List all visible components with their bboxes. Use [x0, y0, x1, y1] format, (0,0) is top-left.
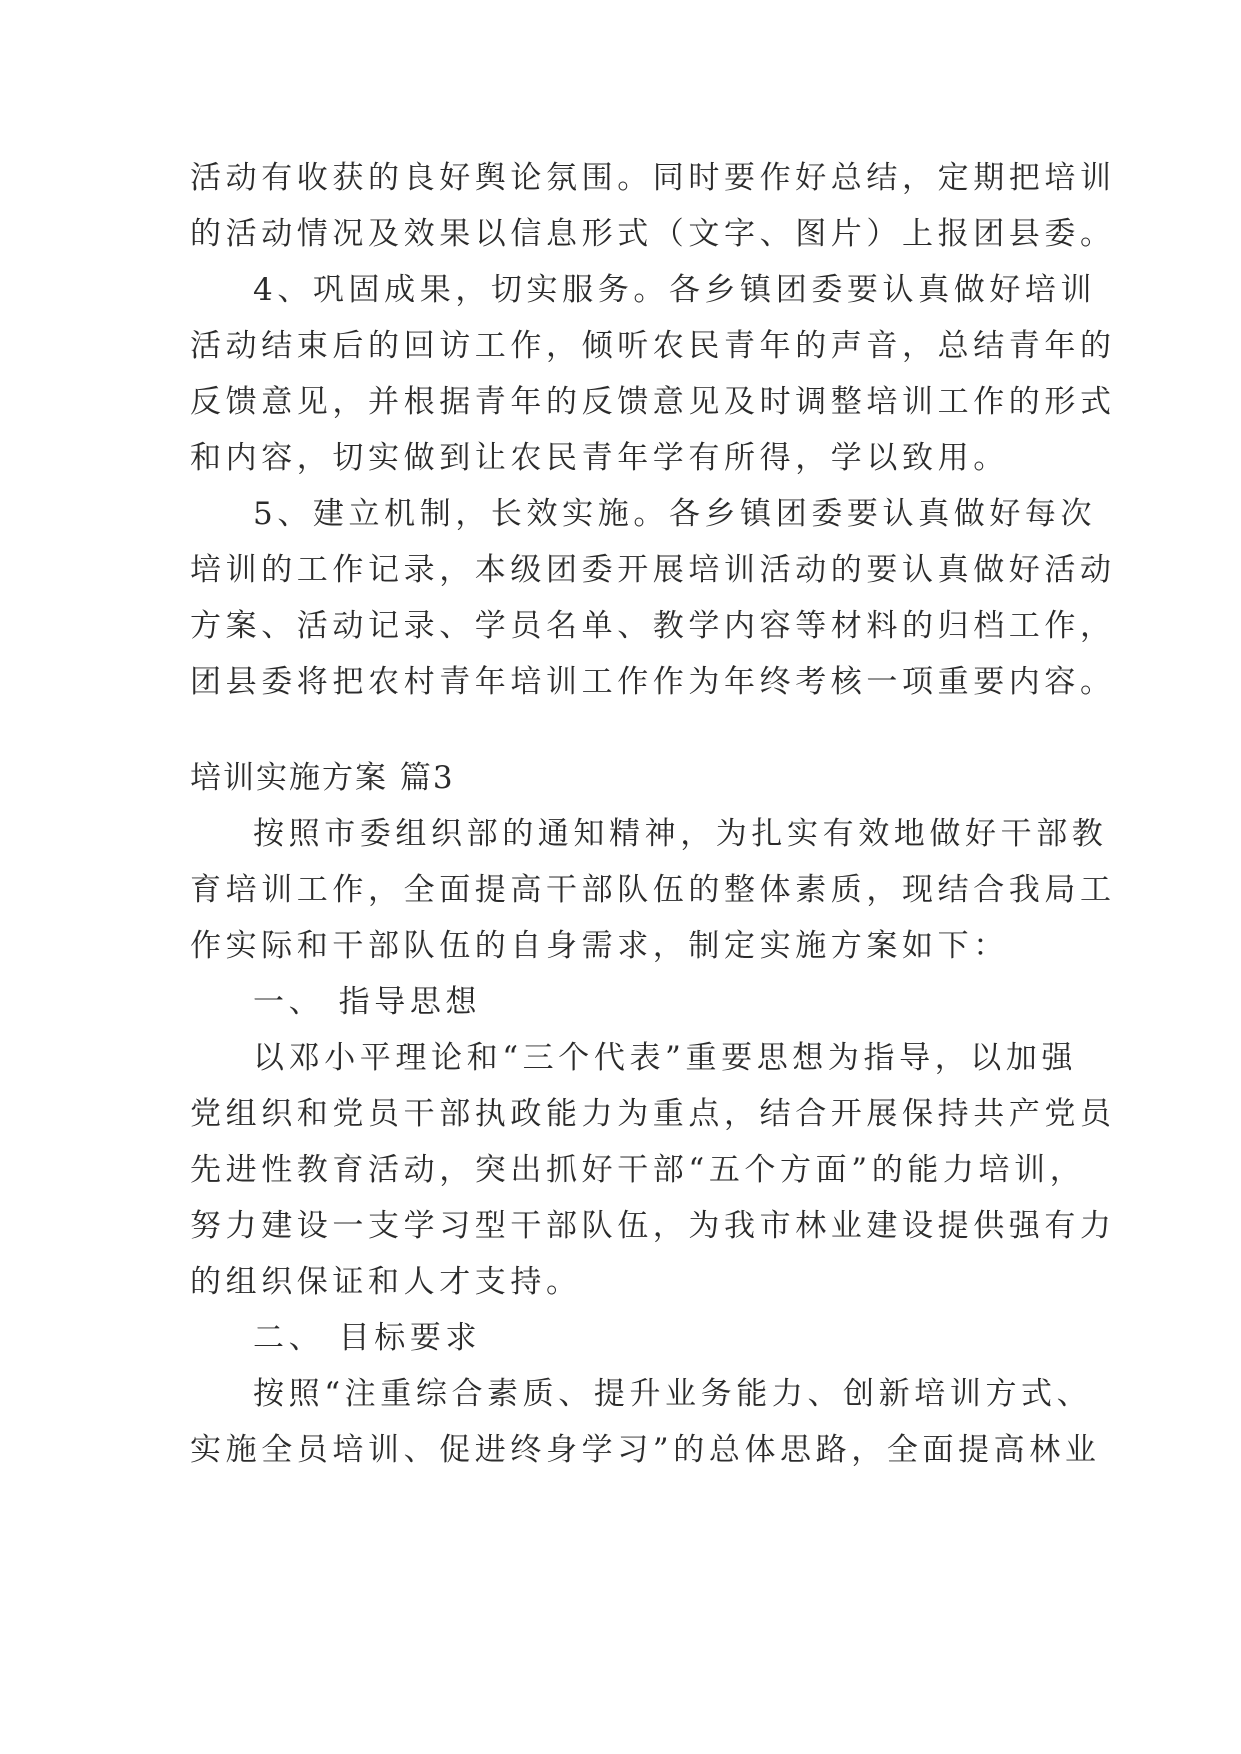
text-line: 反馈意见，并根据青年的反馈意见及时调整培训工作的形式: [190, 384, 1116, 420]
text-line: 团县委将把农村青年培训工作作为年终考核一项重要内容。: [190, 664, 1116, 700]
text-line: 实施全员培训、促进终身学习”的总体思路，全面提高林业: [190, 1432, 1101, 1468]
text-line: 方案、活动记录、学员名单、教学内容等材料的归档工作，: [190, 608, 1116, 644]
document-page: [190, 150, 1116, 1478]
para1-first-line: 以邓小平理论和“三个代表”重要思想为指导，以加强: [253, 1040, 1078, 1076]
text-line: 作实际和干部队伍的自身需求，制定实施方案如下：: [190, 928, 1009, 964]
section-heading-2: 二、 目标要求: [253, 1320, 482, 1356]
para2-first-line: 按照“注重综合素质、提升业务能力、创新培训方式、: [253, 1376, 1093, 1412]
text-line: 的活动情况及效果以信息形式（文字、图片）上报团县委。: [190, 216, 1116, 252]
text-line: 和内容，切实做到让农民青年学有所得，学以致用。: [190, 440, 1009, 476]
text-line: 党组织和党员干部执政能力为重点，结合开展保持共产党员: [190, 1096, 1116, 1132]
article-title: 培训实施方案 篇3: [190, 760, 455, 796]
section-heading-1: 一、 指导思想: [253, 984, 482, 1020]
item-5-first-line: 5、建立机制，长效实施。各乡镇团委要认真做好每次: [253, 496, 1097, 532]
text-line: 育培训工作，全面提高干部队伍的整体素质，现结合我局工: [190, 872, 1116, 908]
text-line: 努力建设一支学习型干部队伍，为我市林业建设提供强有力: [190, 1208, 1116, 1244]
text-line: 的组织保证和人才支持。: [190, 1264, 582, 1300]
text-line: 活动结束后的回访工作，倾听农民青年的声音，总结青年的: [190, 328, 1116, 364]
section-gap: [190, 710, 1070, 750]
text-line: 活动有收获的良好舆论氛围。同时要作好总结，定期把培训: [190, 160, 1116, 196]
intro-first-line: 按照市委组织部的通知精神，为扎实有效地做好干部教: [253, 816, 1108, 852]
text-line: 培训的工作记录，本级团委开展培训活动的要认真做好活动: [190, 552, 1116, 588]
item-4-first-line: 4、巩固成果，切实服务。各乡镇团委要认真做好培训: [253, 272, 1097, 308]
text-line: 先进性教育活动，突出抓好干部“五个方面”的能力培训，: [190, 1152, 1086, 1188]
